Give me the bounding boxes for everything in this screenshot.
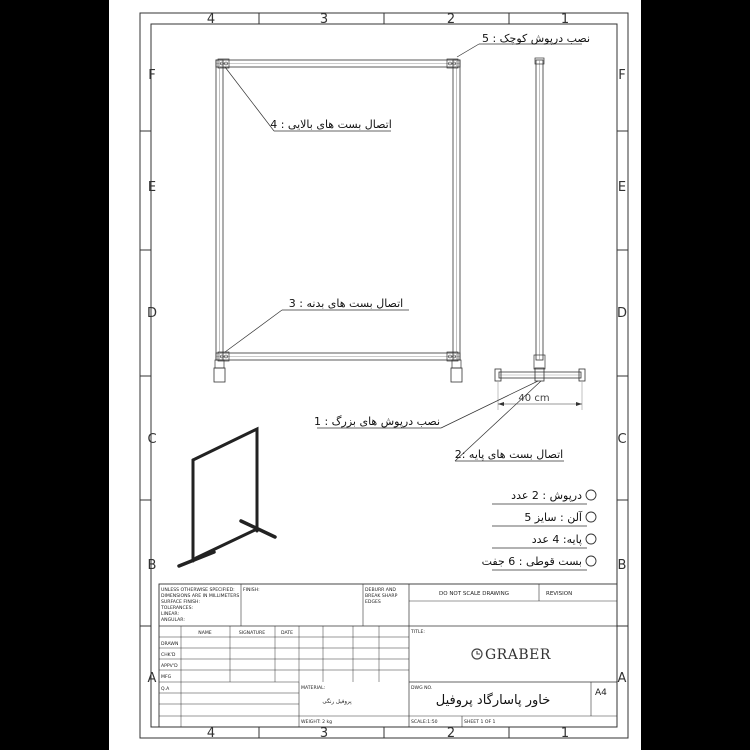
role-mfg: MFG	[161, 675, 172, 680]
deburr-line-1: DEBURR AND	[365, 588, 396, 593]
note-line-4: TOLERANCES:	[161, 606, 194, 611]
zone-row-right-A: A	[617, 671, 627, 686]
isometric-view	[179, 429, 275, 566]
note-line-3: SURFACE FINISH:	[161, 600, 201, 605]
finish-label: FINISH:	[243, 588, 260, 593]
zone-col-top-3: 3	[319, 12, 329, 27]
zone-row-right-F: F	[618, 68, 626, 83]
callout-body-bracket: اتصال بست های بدنه : 3	[288, 297, 404, 310]
note-line-1: UNLESS OTHERWISE SPECIFIED:	[161, 588, 235, 593]
zone-row-right-B: B	[617, 558, 627, 573]
drawing-sheet	[109, 0, 641, 750]
dimension-40cm: 40 cm	[518, 393, 550, 404]
parts-list-item-4: بست قوطی : 6 جفت	[481, 555, 582, 568]
zone-col-bottom-4: 4	[206, 726, 216, 741]
zone-col-bottom-2: 2	[446, 726, 456, 741]
callout-top-bracket: اتصال بست های بالایی : 4	[270, 118, 392, 131]
callout-small-screw: نصب درپوش کوچک : 5	[481, 32, 591, 45]
zone-row-left-C: C	[147, 432, 157, 447]
zone-col-top-2: 2	[446, 12, 456, 27]
scale-value: SCALE:1:50	[411, 720, 438, 725]
dwg-title: خاور پاسارگاد پروفیل	[435, 693, 551, 708]
sheet-size: A4	[595, 688, 607, 698]
header-signature: SIGNATURE	[238, 631, 266, 636]
do-not-scale-label: DO NOT SCALE DRAWING	[439, 591, 509, 597]
zone-row-left-D: D	[146, 306, 158, 321]
title-label: TITLE:	[411, 630, 425, 635]
dwg-no-label: DWG NO.	[411, 686, 433, 691]
material-value: پروفیل رنگی	[322, 699, 352, 705]
zone-col-bottom-3: 3	[319, 726, 329, 741]
material-label: MATERIAL:	[301, 686, 326, 691]
front-view	[214, 59, 462, 382]
zone-row-left-E: E	[147, 180, 157, 195]
parts-list-item-3: پایه: 4 عدد	[531, 533, 582, 546]
callout-large-screw: نصب درپوش های بزرگ : 1	[313, 415, 441, 428]
parts-list-item-2: آلن : سایز 5	[524, 511, 582, 524]
zone-row-left-B: B	[147, 558, 157, 573]
side-view	[495, 58, 585, 410]
note-line-2: DIMENSIONS ARE IN MILLIMETERS	[161, 594, 240, 599]
zone-col-top-1: 1	[560, 12, 570, 27]
sheet-number: SHEET 1 OF 1	[464, 720, 496, 725]
weight-value: WEIGHT: 2 kg	[301, 720, 333, 725]
zone-row-right-E: E	[617, 180, 627, 195]
zone-row-left-A: A	[147, 671, 157, 686]
role-qa: Q.A	[161, 687, 170, 692]
deburr-line-2: BREAK SHARP	[365, 594, 398, 599]
note-line-5: LINEAR:	[161, 612, 179, 617]
deburr-line-3: EDGES	[365, 600, 381, 605]
parts-list-item-1: درپوش : 2 عدد	[511, 489, 582, 502]
zone-row-right-D: D	[616, 306, 628, 321]
zone-row-right-C: C	[617, 432, 627, 447]
header-date: DATE	[281, 631, 293, 636]
graber-logo-mark	[472, 649, 482, 659]
role-approved: APPV'D	[161, 664, 178, 669]
note-line-6: ANGULAR:	[161, 618, 185, 623]
callout-base-bracket: اتصال بست های پایه :2	[454, 448, 564, 461]
role-drawn: DRAWN	[161, 642, 179, 647]
graber-logo-text: GRABER	[485, 647, 551, 663]
header-name: NAME	[198, 631, 212, 636]
role-checked: CHK'D	[161, 653, 176, 658]
zone-col-top-4: 4	[206, 12, 216, 27]
zone-col-bottom-1: 1	[560, 726, 570, 741]
zone-row-left-F: F	[148, 68, 156, 83]
revision-label: REVISION	[546, 591, 573, 597]
drawing-canvas	[109, 0, 641, 750]
